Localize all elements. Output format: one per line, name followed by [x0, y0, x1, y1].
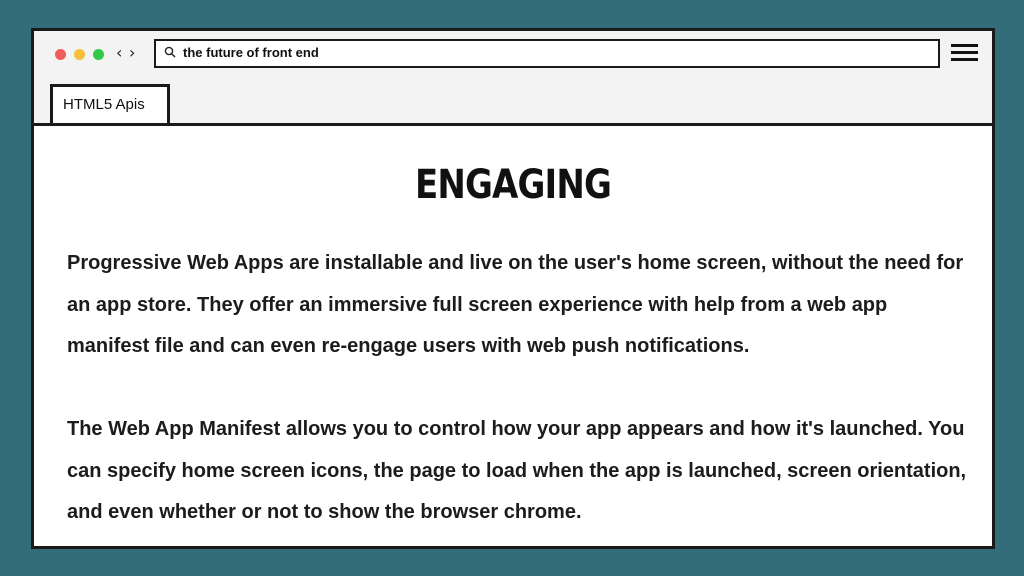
maximize-window-button[interactable]	[93, 49, 104, 60]
forward-icon[interactable]: ›	[129, 43, 136, 62]
tab-html5-apis[interactable]	[50, 84, 170, 123]
page-title: ENGAGING	[414, 162, 612, 208]
address-text: the future of front end	[183, 45, 319, 60]
page-content	[34, 126, 992, 546]
minimize-window-button[interactable]	[74, 49, 85, 60]
address-bar[interactable]	[154, 39, 940, 68]
search-icon	[164, 46, 176, 58]
tab-label: HTML5 Apis	[63, 96, 145, 113]
back-icon[interactable]: ‹	[116, 43, 123, 62]
paragraph-manifest: The Web App Manifest allows you to control how your app appears and how it's launched. You can specify home screen icons, the page to load when the app is launched, screen orientation, and even whether or not to show the browser chrome.	[67, 418, 967, 523]
close-window-button[interactable]	[55, 49, 66, 60]
paragraph-pwa: Progressive Web Apps are installable and live on the user's home screen, without the need for an app store. They offer an immersive full screen experience with help from a web app manifest file and can even re-engage users with web push notifications.	[67, 252, 964, 357]
hamburger-icon[interactable]	[951, 42, 978, 64]
browser-window	[31, 28, 995, 549]
browser-chrome	[34, 31, 992, 126]
